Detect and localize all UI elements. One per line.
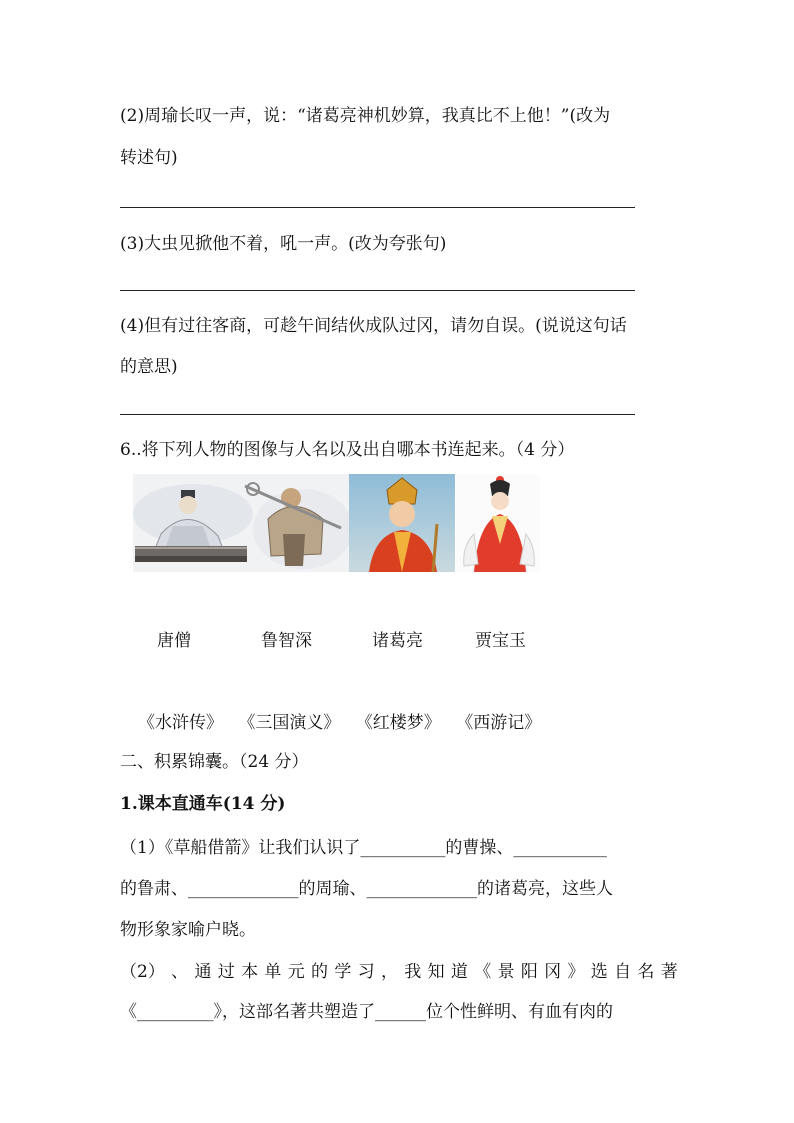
question-2-line1: (2)周瑜长叹一声，说：“诸葛亮神机妙算，我真比不上他！”(改为 — [120, 106, 611, 126]
name-luzhishen[interactable]: 鲁智深 — [261, 631, 312, 651]
paragraph-2-line1: （2） 、 通 过 本 单 元 的 学 习 ， 我 知 道 《 景 阳 冈 》 选 自 名 著 — [120, 962, 678, 982]
tangseng-image — [349, 474, 455, 572]
paragraph-1-line2: 的鲁肃、_____________的周瑜、_____________的诸葛亮，这些人 — [120, 879, 613, 899]
book-list — [138, 708, 551, 733]
zhuge-luzhishen-image — [133, 474, 349, 572]
answer-line-4[interactable] — [120, 414, 635, 415]
question-3: (3)大虫见掀他不着，吼一声。(改为夸张句) — [120, 234, 447, 254]
answer-line-2[interactable] — [120, 207, 635, 208]
answer-line-3[interactable] — [120, 290, 635, 291]
paragraph-1-line3: 物形象家喻户晓。 — [120, 920, 256, 940]
item-1-title: 1.课本直通车(14 分) — [120, 794, 286, 814]
name-jiabaoyu[interactable]: 贾宝玉 — [475, 631, 526, 651]
name-tangseng[interactable]: 唐僧 — [157, 631, 191, 651]
book-sanguo[interactable]: 《三国演义》 — [238, 713, 341, 733]
question-4-line2: 的意思) — [120, 357, 178, 377]
section-2-title: 二、积累锦囊。（24 分） — [120, 752, 309, 772]
book-shuihu[interactable]: 《水浒传》 — [138, 713, 223, 733]
book-hongloumeng[interactable]: 《红楼梦》 — [355, 713, 441, 733]
question-4-line1: (4)但有过往客商，可趁午间结伙成队过冈，请勿自误。(说说这句话 — [120, 316, 627, 336]
name-zhugeliang[interactable]: 诸葛亮 — [372, 631, 423, 651]
question-6-title: 6..将下列人物的图像与人名以及出自哪本书连起来。（4 分） — [120, 440, 575, 460]
paragraph-1-line1: （1）《草船借箭》让我们认识了__________的曹操、___________ — [120, 838, 607, 858]
jiabaoyu-image — [456, 474, 540, 572]
paragraph-2-line2: 《_________》，这部名著共塑造了______位个性鲜明、有血有肉的 — [120, 1002, 613, 1022]
book-xiyouji[interactable]: 《西游记》 — [456, 713, 542, 733]
question-2-line2: 转述句) — [120, 148, 178, 168]
